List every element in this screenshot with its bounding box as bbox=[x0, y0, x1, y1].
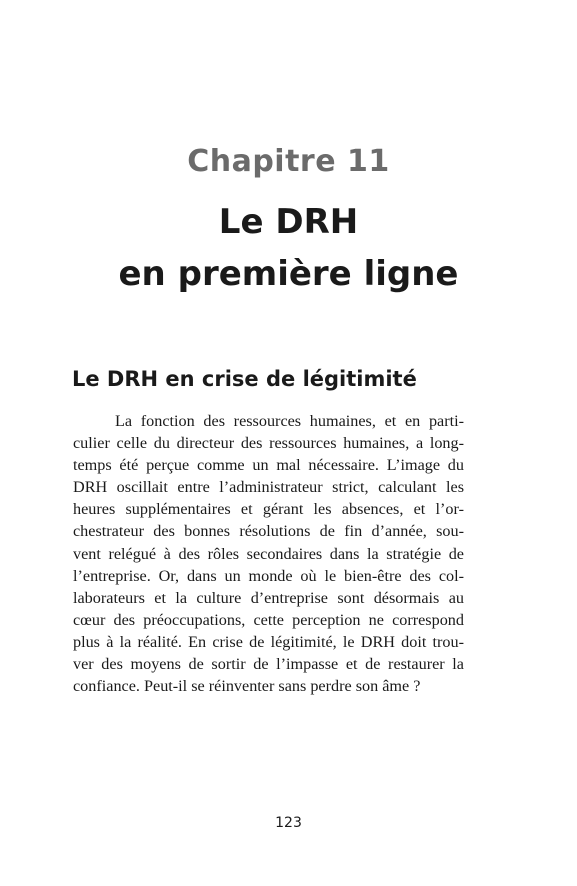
paragraph-line: l’entreprise. Or, dans un monde où le bien-être des col- bbox=[73, 566, 464, 585]
section-heading: Le DRH en crise de légitimité bbox=[72, 367, 417, 391]
paragraph-line: La fonction des ressources humaines, et en parti- bbox=[115, 412, 464, 430]
chapter-title-line-1: Le DRH bbox=[218, 202, 359, 242]
page-number: 123 bbox=[275, 815, 302, 831]
paragraph-line: cœur des préoccupations, cette perception ne correspond bbox=[73, 610, 464, 629]
paragraph-line: plus à la réalité. En crise de légitimité, le DRH doit trou- bbox=[73, 632, 464, 651]
paragraph-line: ver des moyens de sortir de l’impasse et de restaurer la bbox=[73, 655, 464, 674]
paragraph-line: heures supplémentaires et gérant les absences, et l’or- bbox=[73, 500, 464, 519]
body-paragraph bbox=[73, 410, 464, 697]
chapter-title-line-2: en première ligne bbox=[118, 254, 459, 294]
paragraph-line: DRH oscillait entre l’administrateur strict, calculant les bbox=[73, 478, 464, 497]
paragraph-line: culier celle du directeur des ressources humaines, a long- bbox=[73, 434, 464, 453]
paragraph-line: chestrateur des bonnes résolutions de fin d’année, sou- bbox=[73, 522, 464, 541]
paragraph-line: vent relégué à des rôles secondaires dans la stratégie de bbox=[73, 544, 464, 563]
chapter-number: Chapitre 11 bbox=[187, 144, 390, 179]
paragraph-line: confiance. Peut-il se réinventer sans perdre son âme ? bbox=[73, 677, 421, 696]
chapter-title bbox=[0, 196, 577, 300]
paragraph-line: temps été perçue comme un mal nécessaire. L’image du bbox=[73, 456, 464, 475]
paragraph-line: laborateurs et la culture d’entreprise sont désormais au bbox=[73, 588, 464, 607]
